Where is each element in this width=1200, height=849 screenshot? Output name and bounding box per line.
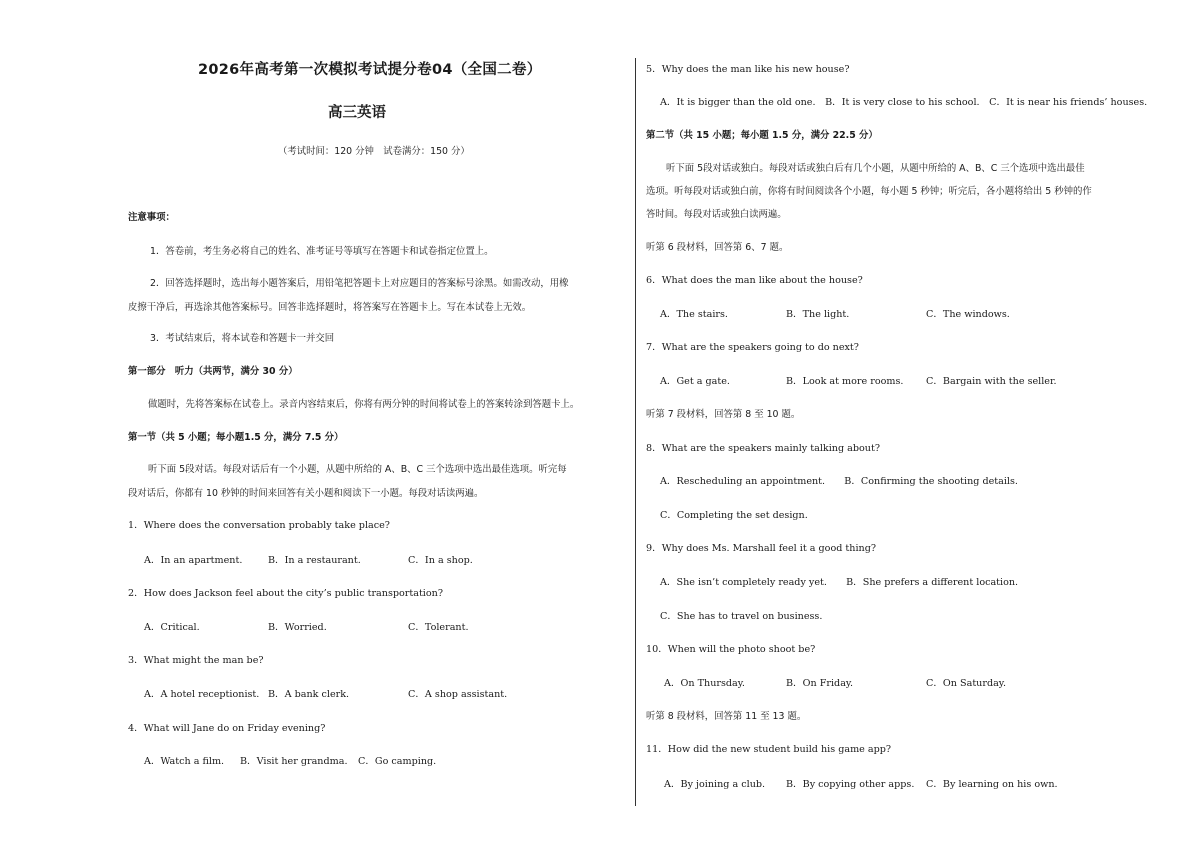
q3-option-b: B．A bank clerk.	[268, 689, 350, 700]
q10-option-c: C．On Saturday.	[926, 678, 1006, 689]
section2-instruction-line1: 听下面 5段对话或独白。每段对话或独白后有几个小题，从题中所给的 A、B、C 三个选项中选出最佳	[666, 163, 1085, 174]
q2-option-c: C．Tolerant.	[408, 622, 469, 633]
q6-option-c: C．The windows.	[926, 309, 1010, 320]
question-7: 7．What are the speakers going to do next?	[646, 342, 859, 353]
q11-option-b: B．By copying other apps.	[786, 779, 915, 790]
section1-instruction-line2: 段对话后，你都有 10 秒钟的时间来回答有关小题和阅读下一小题。每段对话读两遍。	[128, 488, 484, 499]
q6-option-a: A．The stairs.	[660, 309, 728, 320]
q4-option-b: B．Visit her grandma.	[240, 756, 348, 767]
question-10: 10．When will the photo shoot be?	[646, 644, 816, 655]
q4-option-a: A．Watch a film.	[144, 756, 225, 767]
q10-option-b: B．On Friday.	[786, 678, 854, 689]
section1-heading: 第一节（共 5 小题；每小题1.5 分，满分 7.5 分）	[128, 432, 344, 443]
q1-option-b: B．In a restaurant.	[268, 555, 361, 566]
q9-option-c: C．She has to travel on business.	[660, 611, 823, 622]
material-7: 听第 7 段材料，回答第 8 至 10 题。	[646, 409, 801, 420]
q4-option-c: C．Go camping.	[358, 756, 437, 767]
q3-option-c: C．A shop assistant.	[408, 689, 508, 700]
material-6: 听第 6 段材料，回答第 6、7 题。	[646, 242, 789, 253]
q8-option-c: C．Completing the set design.	[660, 510, 808, 521]
notice-item-1: 1．答卷前，考生务必将自己的姓名、准考证号等填写在答题卡和试卷指定位置上。	[150, 246, 494, 257]
question-2: 2．How does Jackson feel about the city’s public transportation?	[128, 588, 443, 599]
part1-instruction: 做题时，先将答案标在试卷上。录音内容结束后，你将有两分钟的时间将试卷上的答案转涂到答题卡上。	[148, 399, 580, 410]
exam-title: 2026年高考第一次模拟考试提分卷04（全国二卷）	[198, 62, 542, 78]
q2-option-a: A．Critical.	[144, 622, 200, 633]
question-1: 1．Where does the conversation probably take place?	[128, 520, 390, 531]
section2-instruction-line3: 答时间。每段对话或独白读两遍。	[646, 209, 787, 220]
q9-options-ab: A．She isn’t completely ready yet. B．She prefers a different location.	[660, 577, 1019, 588]
notice-item-3: 3．考试结束后，将本试卷和答题卡一并交回	[150, 333, 335, 344]
question-6: 6．What does the man like about the house?	[646, 275, 863, 286]
q8-options-ab: A．Rescheduling an appointment. B．Confirming the shooting details.	[660, 476, 1018, 487]
question-4: 4．What will Jane do on Friday evening?	[128, 723, 326, 734]
part1-heading: 第一部分 听力（共两节，满分 30 分）	[128, 366, 298, 377]
q1-option-c: C．In a shop.	[408, 555, 473, 566]
q11-option-c: C．By learning on his own.	[926, 779, 1058, 790]
section2-heading: 第二节（共 15 小题；每小题 1.5 分，满分 22.5 分）	[646, 130, 878, 141]
q1-option-a: A．In an apartment.	[144, 555, 243, 566]
question-9: 9．Why does Ms. Marshall feel it a good thing?	[646, 543, 876, 554]
q10-option-a: A．On Thursday.	[664, 678, 745, 689]
column-divider	[635, 58, 636, 806]
q2-option-b: B．Worried.	[268, 622, 327, 633]
question-5: 5．Why does the man like his new house?	[646, 64, 850, 75]
q7-option-c: C．Bargain with the seller.	[926, 376, 1057, 387]
notice-heading: 注意事项：	[128, 212, 175, 223]
q11-option-a: A．By joining a club.	[664, 779, 766, 790]
notice-item-2-line1: 2．回答选择题时，选出每小题答案后，用铅笔把答题卡上对应题目的答案标号涂黑。如需改动，用橡	[150, 278, 569, 289]
q7-option-b: B．Look at more rooms.	[786, 376, 904, 387]
material-8: 听第 8 段材料，回答第 11 至 13 题。	[646, 711, 807, 722]
question-11: 11．How did the new student build his game app?	[646, 744, 892, 755]
q3-option-a: A．A hotel receptionist.	[144, 689, 260, 700]
exam-info: （考试时间：120 分钟 试卷满分：150 分）	[278, 146, 470, 157]
q5-options: A．It is bigger than the old one. B．It is very close to his school. C．It is near his friends’ houses.	[660, 97, 1148, 108]
question-8: 8．What are the speakers mainly talking about?	[646, 443, 880, 454]
q6-option-b: B．The light.	[786, 309, 850, 320]
question-3: 3．What might the man be?	[128, 655, 264, 666]
notice-item-2-line2: 皮擦干净后，再选涂其他答案标号。回答非选择题时，将答案写在答题卡上。写在本试卷上无效。	[128, 302, 532, 313]
section2-instruction-line2: 选项。听每段对话或独白前，你将有时间阅读各个小题，每小题 5 秒钟；听完后，各小题将给出 5 秒钟的作	[646, 186, 1092, 197]
q7-option-a: A．Get a gate.	[660, 376, 730, 387]
subject-title: 高三英语	[328, 105, 386, 121]
section1-instruction-line1: 听下面 5段对话。每段对话后有一个小题，从题中所给的 A、B、C 三个选项中选出最佳选项。听完每	[148, 464, 567, 475]
